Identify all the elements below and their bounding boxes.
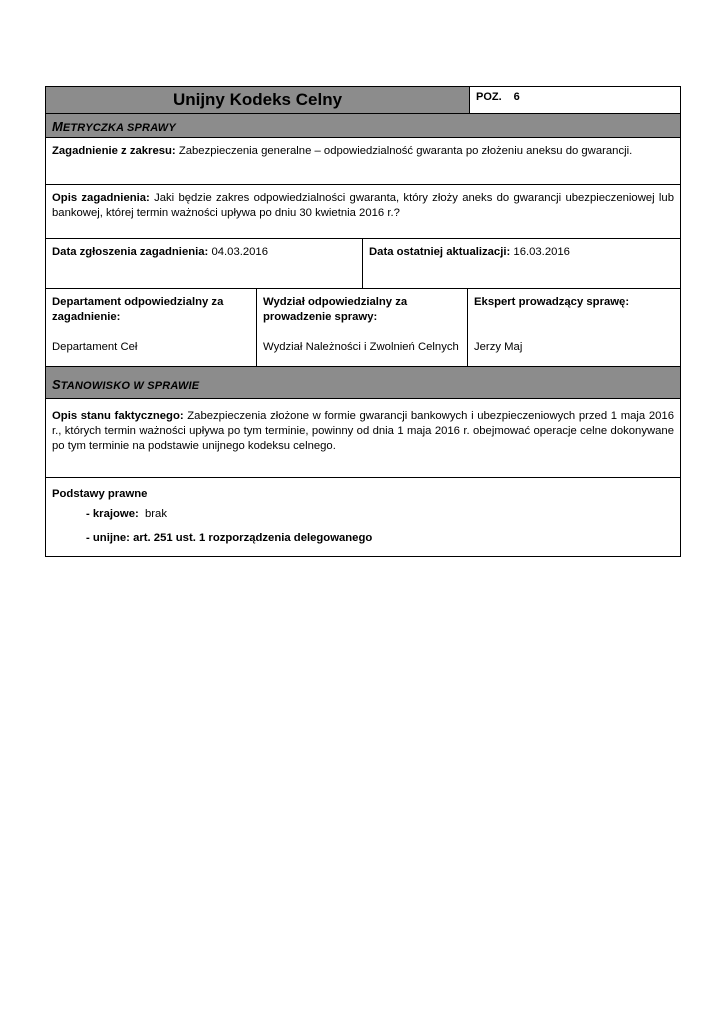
opis-zagadnienia-row <box>46 185 680 239</box>
date-submitted-label: Data zgłoszenia zagadnienia: <box>52 246 209 258</box>
section-initial: S <box>52 377 61 392</box>
opis-stanu-text: Zabezpieczenia złożone w formie gwarancji bankowych i ubezpieczeniowych przed 1 maja 2016 r., których termin ważności upływa po tym terminie, powinny od dnia 1 maja 2016 r. obejmować operacje celne dokonywane po tym terminie na podstawie unijnego kodeksu celnego. <box>52 410 674 452</box>
ekspert-cell <box>468 289 680 366</box>
position-cell <box>470 87 680 113</box>
date-submitted-value: 04.03.2016 <box>211 246 268 258</box>
opis-zagadnienia-label: Opis zagadnienia: <box>52 192 150 204</box>
krajowe-label: - krajowe: <box>86 508 139 520</box>
opis-zagadnienia-text: Jaki będzie zakres odpowiedzialności gwaranta, który złoży aneks do gwarancji ubezpieczeniowej lub bankowej, której termin ważności upływa po dniu 30 kwietnia 2016 r.? <box>52 192 674 219</box>
date-updated-label: Data ostatniej aktualizacji: <box>369 246 511 258</box>
zagadnienie-text: Zabezpieczenia generalne – odpowiedzialność gwaranta po złożeniu aneksu do gwarancji. <box>178 145 633 157</box>
date-updated-cell <box>363 239 680 288</box>
responsible-row <box>46 289 680 367</box>
unijne-line <box>46 531 680 546</box>
wydzial-value: Wydział Należności i Zwolnień Celnych <box>263 341 459 353</box>
departament-cell <box>46 289 257 366</box>
wydzial-cell <box>257 289 468 366</box>
poz-value: 6 <box>513 91 520 103</box>
date-submitted-cell <box>46 239 363 288</box>
wydzial-label: Wydział odpowiedzialny za prowadzenie sprawy: <box>263 296 408 323</box>
zagadnienie-row <box>46 138 680 185</box>
podstawy-label: Podstawy prawne <box>52 488 148 500</box>
section-title-rest: TANOWISKO W SPRAWIE <box>60 380 200 392</box>
section-header-stanowisko <box>46 367 680 399</box>
document-form <box>45 86 681 557</box>
departament-value: Departament Ceł <box>52 341 138 353</box>
section-header-metryczka <box>46 114 680 138</box>
opis-stanu-label: Opis stanu faktycznego: <box>52 410 184 422</box>
krajowe-value: brak <box>145 508 167 520</box>
ekspert-value: Jerzy Maj <box>474 341 523 353</box>
podstawy-row <box>46 478 680 557</box>
krajowe-line <box>46 507 680 522</box>
zagadnienie-label: Zagadnienie z zakresu: <box>52 145 176 157</box>
date-updated-value: 16.03.2016 <box>513 246 570 258</box>
section-title-rest: ETRYCZKA SPRAWY <box>62 122 176 134</box>
section-initial: M <box>52 119 63 134</box>
dates-row <box>46 239 680 289</box>
departament-label: Departament odpowiedzialny za zagadnienie: <box>52 296 224 323</box>
ekspert-label: Ekspert prowadzący sprawę: <box>474 296 630 308</box>
unijne-label: - unijne: <box>86 532 130 544</box>
unijne-value: art. 251 ust. 1 rozporządzenia delegowanego <box>133 532 373 544</box>
title-row <box>46 87 680 114</box>
opis-stanu-row <box>46 399 680 478</box>
poz-label: POZ. <box>476 91 502 103</box>
document-title: Unijny Kodeks Celny <box>46 87 470 113</box>
